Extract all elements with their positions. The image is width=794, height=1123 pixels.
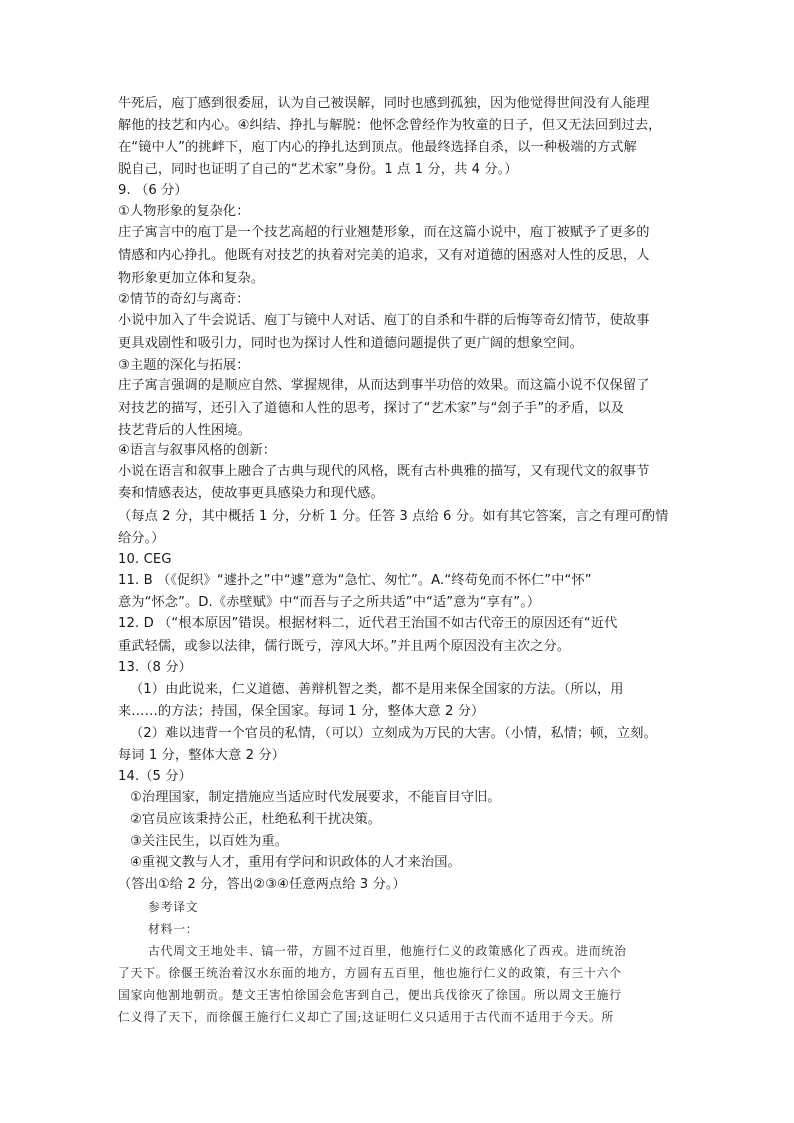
point-heading: ②情节的奇幻与离奇：: [118, 292, 250, 307]
text-line: 情感和内心挣扎。他既有对技艺的执着对完美的追求，又有对道德的困惑对人性的反思，人: [118, 248, 650, 263]
scoring-note: 给分。）: [118, 531, 165, 546]
text-line: 庄子寓言强调的是顺应自然、掌握规律，从而达到事半功倍的效果。而这篇小说不仅保留了: [118, 378, 650, 393]
answer-12: 12. D （“根本原因”错误。根据材料二，近代君王治国不如古代帝王的原因还有“近代: [118, 616, 618, 631]
text-line: 解他的技艺和内心。④纠结、挣扎与解脱：他怀念曾经作为牧童的日子，但又无法回到过去，: [118, 118, 662, 133]
text-line: 小说在语言和叙事上融合了古典与现代的风格，既有古朴典雅的描写，又有现代文的叙事节: [118, 464, 650, 479]
text-line: 技艺背后的人性困境。: [118, 423, 251, 438]
text-line: 小说中加入了牛会说话、庖丁与镜中人对话、庖丁的自杀和牛群的后悔等奇幻情节，使故事: [118, 313, 650, 328]
text-line: 每词 1 分，整体大意 2 分）: [118, 748, 286, 763]
answer-14-point: ①治理国家，制定措施应当适应时代发展要求，不能盲目守旧。: [130, 790, 501, 805]
answer-10: 10. CEG: [118, 552, 172, 567]
scoring-note: （每点 2 分，其中概括 1 分，分析 1 分。任答 3 点给 6 分。如有其它答案，言之有理可酌情: [118, 509, 669, 524]
answer-14-point: ④重视文教与人才，重用有学问和识政体的人才来治国。: [130, 855, 461, 870]
text-line: 来……的方法；持国，保全国家。每词 1 分，整体大意 2 分）: [118, 704, 485, 719]
text-line: 重武轻儒，或参以法律，儒行既亏，淳风大坏。”并且两个原因没有主次之分。: [118, 639, 571, 654]
translation-line: 国家向他割地朝贡。楚文王害怕徐国会危害到自己，便出兵伐徐灭了徐国。所以周文王施行: [118, 988, 622, 1002]
text-line: 更具戏剧性和吸引力，同时也为探讨人性和道德问题提供了更广阔的想象空间。: [118, 336, 584, 351]
text-line: 对技艺的描写，还引入了道德和人性的思考，探讨了“艺术家”与“刽子手”的矛盾，以及: [118, 401, 625, 416]
point-heading: ④语言与叙事风格的创新：: [118, 443, 277, 458]
translation-line: 了天下。徐偃王统治着汉水东面的地方，方圆有五百里，他也施行仁义的政策，有三十六个: [118, 966, 622, 980]
text-line: 庄子寓言中的庖丁是一个技艺高超的行业翘楚形象，而在这篇小说中，庖丁被赋予了更多的: [118, 225, 650, 240]
text-line: 在“镜中人”的挑衅下，庖丁内心的挣扎达到顶点。他最终选择自杀，以一种极端的方式解: [118, 140, 637, 155]
point-heading: ①人物形象的复杂化：: [118, 204, 250, 219]
translation-line: 古代周文王地处丰、镐一带，方圆不过百里，他施行仁义的政策感化了西戎。进而统治: [148, 944, 627, 958]
answer-14-point: ③关注民生，以百姓为重。: [130, 834, 289, 849]
translation-subheading: 材料一：: [148, 922, 199, 936]
text-line: 脱自己，同时也证明了自己的“艺术家”身份。1 点 1 分，共 4 分。）: [118, 162, 518, 177]
text-line: 牛死后，庖丁感到很委屈，认为自己被误解，同时也感到孤独，因为他觉得世间没有人能理: [118, 96, 650, 111]
answer-11: 11. B （《促织》“遽扑之”中“遽”意为“急忙、匆忙”。A.“终苟免而不怀仁”中“怀”: [118, 573, 592, 588]
question-number: 9. （6 分）: [118, 183, 188, 198]
answer-14-point: ②官员应该秉持公正，杜绝私利干扰决策。: [130, 812, 382, 827]
translation-heading: 参考译文: [148, 900, 199, 914]
text-line: 意为“怀念”。D.《赤壁赋》中“而吾与子之所共适”中“适”意为“享有”。）: [118, 595, 541, 610]
text-line: 奏和情感表达，使故事更具感染力和现代感。: [118, 486, 384, 501]
answer-13-1: （1）由此说来，仁义道德、善辩机智之类，都不是用来保全国家的方法。（所以，用: [130, 682, 624, 697]
question-number: 14.（5 分）: [118, 769, 192, 784]
translation-line: 仁义得了天下，而徐偃王施行仁义却亡了国;这证明仁义只适用于古代而不适用于今天。所: [118, 1010, 615, 1024]
scoring-note: （答出①给 2 分，答出②③④任意两点给 3 分。）: [118, 877, 406, 892]
point-heading: ③主题的深化与拓展：: [118, 358, 250, 373]
text-line: 物形象更加立体和复杂。: [118, 271, 265, 286]
question-number: 13.（8 分）: [118, 660, 192, 675]
answer-13-2: （2）难以违背一个官员的私情，（可以）立刻成为万民的大害。（小情，私情；顿，立刻。: [130, 726, 657, 741]
